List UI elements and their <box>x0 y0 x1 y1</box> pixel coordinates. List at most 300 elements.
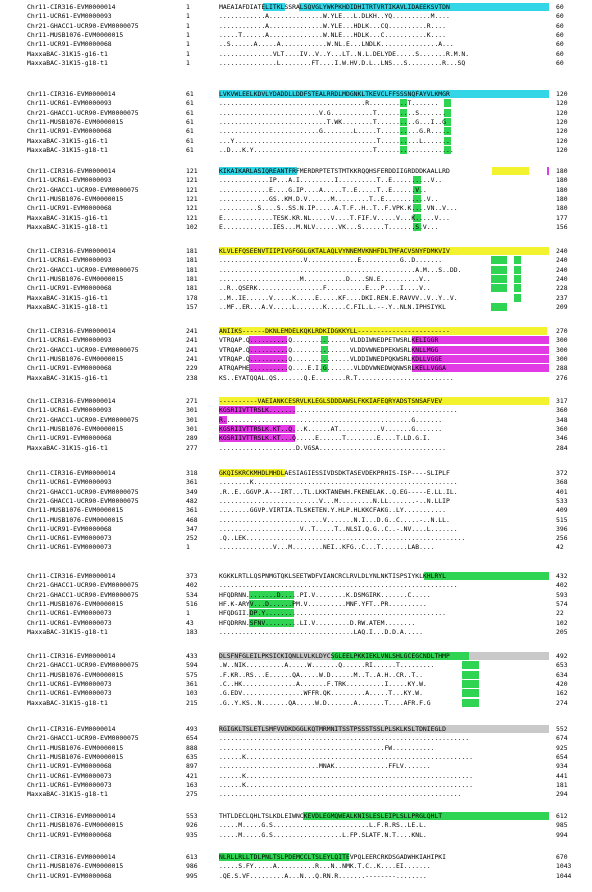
sequence-residues: .....................M...........D....SN.E..........V.. <box>219 275 549 284</box>
start-position: 121 <box>186 204 198 213</box>
end-position: 276 <box>556 373 568 382</box>
sequence-residues: .QE.S.VF.........A...N...Q.RN.R.......--------........ <box>219 871 427 880</box>
alignment-row <box>0 734 592 743</box>
end-position: 1044 <box>556 871 572 880</box>
end-position: 228 <box>556 284 568 293</box>
start-position: 61 <box>186 108 194 117</box>
alignment-row <box>0 478 592 487</box>
alignment-row <box>0 689 592 698</box>
sequence-residues: KGSRIIVTTRSLK.KT...Q.....E......T........E....T.LD.G.I. <box>219 434 431 443</box>
start-position: 318 <box>186 469 198 477</box>
sequence-residues: MAEAIAFDIATELITKLSSRALSQVGLYWKPKHDIDHITRTVRTIKAVLIDAEEKSVTDN <box>219 3 549 12</box>
end-position: 634 <box>556 670 568 679</box>
sequence-name: Chr21-GHACC1-UCR90-EVM0000075 <box>27 108 139 117</box>
alignment-row <box>0 214 592 223</box>
end-position: 994 <box>556 830 568 839</box>
sequence-residues: RGIGKLTSLETLSMFVVDKDGGLKQTMRMNITSSTPSSSTSSLPLSKLKSLTDNIEGLD <box>219 725 549 734</box>
sequence-name: Chr11-MUSB1076-EVM0000015 <box>27 424 124 433</box>
motif-highlight <box>514 275 521 283</box>
sequence-name: Chr21-GHACC1-UCR90-EVM0000075 <box>27 21 139 30</box>
alignment-row <box>0 355 592 364</box>
alignment-row <box>0 661 592 670</box>
sequence-name: Chr11-UCR61-EVM0000073 <box>27 679 112 688</box>
alignment-row <box>0 744 592 753</box>
end-position: 42 <box>556 543 564 552</box>
end-position: 120 <box>556 117 568 126</box>
start-position: 241 <box>186 345 198 354</box>
sequence-name: Chr11-CIR316-EVM0000014 <box>27 812 116 820</box>
alignment-row <box>0 90 592 99</box>
end-position: 348 <box>556 415 568 424</box>
sequence-name: Chr21-GHACC1-UCR90-EVM0000075 <box>27 496 139 505</box>
sequence-residues: E.............IES...M.NLV......VK...S......T.......S.V... <box>219 222 439 231</box>
start-position: 1 <box>186 12 190 21</box>
motif-highlight <box>514 284 521 292</box>
alignment-row <box>0 284 592 293</box>
start-position: 613 <box>186 853 198 861</box>
alignment-row <box>0 699 592 708</box>
end-position: 120 <box>556 90 568 98</box>
sequence-residues: .............E....G.IP....A.....T..E.....T..E......V.. <box>219 185 427 194</box>
alignment-row <box>0 444 592 453</box>
start-position: 61 <box>186 99 194 108</box>
start-position: 995 <box>186 871 198 880</box>
end-position: 60 <box>556 12 564 21</box>
end-position: 300 <box>556 354 568 363</box>
sequence-name: Chr21-GHACC1-UCR90-EVM0000075 <box>27 487 139 496</box>
alignment-row <box>0 327 592 336</box>
start-position: 468 <box>186 515 198 524</box>
end-position: 317 <box>556 397 568 405</box>
sequence-name: Chr11-UCR91-EVM0000068 <box>27 284 112 293</box>
sequence-name: MaxxaBAC-31K15-g18-t1 <box>27 58 108 67</box>
sequence-name: MaxxaBAC-31K15-g16-t1 <box>27 443 108 452</box>
end-position: 346 <box>556 434 568 443</box>
end-position: 368 <box>556 478 568 487</box>
end-position: 533 <box>556 496 568 505</box>
alignment-row <box>0 600 592 609</box>
start-position: 493 <box>186 725 198 733</box>
start-position: 347 <box>186 524 198 533</box>
sequence-name: Chr11-UCR91-EVM0000068 <box>27 524 112 533</box>
sequence-residues: ..........................V...M.........N.LL.......-..N.LLIP <box>219 496 450 505</box>
end-position: 409 <box>556 506 568 515</box>
end-position: 240 <box>556 265 568 274</box>
alignment-row <box>0 609 592 618</box>
sequence-residues: ........GGVP.VIRTIA.TLSKETEN.Y.HLP.HLKKCFAKG..LY........... <box>219 506 447 515</box>
alignment-row <box>0 488 592 497</box>
start-position: 1 <box>186 58 190 67</box>
sequence-residues: ......K........................................................... <box>219 780 473 789</box>
sequence-residues: HF.K-ARYV...D......PM.V..........MNF.YFT..PR.......... <box>219 599 427 608</box>
start-position: 301 <box>186 415 198 424</box>
start-position: 241 <box>186 354 198 363</box>
sequence-residues: VTRQAP.Q..........Q...............VLDDIWNEDPQKWSRLKDLLVGGE <box>219 355 549 364</box>
sequence-residues: ......................................R..........T....... <box>219 99 549 108</box>
alignment-row <box>0 364 592 373</box>
sequence-residues: ..........................MNAK..............FFLV....... <box>219 762 431 771</box>
sequence-name: MaxxaBAC-31K15-g18-t1 <box>27 627 108 636</box>
sequence-residues: ...Y.....................................T..........L....... <box>219 136 450 145</box>
sequence-name: Chr11-MUSB1076-EVM0000015 <box>27 752 124 761</box>
start-position: 181 <box>186 247 198 255</box>
end-position: 180 <box>556 167 568 175</box>
end-position: 670 <box>556 853 568 861</box>
sequence-name: Chr11-MUSB1076-EVM0000015 <box>27 599 124 608</box>
alignment-row <box>0 59 592 68</box>
alignment-row <box>0 256 592 265</box>
sequence-residues: ..R..QSERK.................F..........E...P....I....V.. <box>219 284 549 293</box>
sequence-residues: ............A..............W.YLE...L.DLKH..YQ..........M.... <box>219 12 450 21</box>
motif-highlight <box>514 294 521 302</box>
sequence-residues: E.............TESK.KR.NL.....V....T.FIF.V.....V...K.....V... <box>219 213 450 222</box>
end-position: 674 <box>556 734 568 743</box>
sequence-name: Chr11-MUSB1076-EVM0000015 <box>27 274 124 283</box>
sequence-name: Chr11-MUSB1076-EVM0000015 <box>27 117 124 126</box>
alignment-row <box>0 109 592 118</box>
sequence-name: MaxxaBAC-31K15-g18-t1 <box>27 698 108 707</box>
alignment-row <box>0 506 592 515</box>
sequence-residues: .R..E..GGVP.A---IRT...TL.LKKTANEWH.FKENELAK..Q.EG-----E.LL.IL. <box>219 487 458 496</box>
motif-highlight <box>462 689 479 697</box>
sequence-name: Chr11-UCR61-EVM0000073 <box>27 689 112 698</box>
alignment-row <box>0 543 592 552</box>
end-position: 205 <box>556 627 568 636</box>
alignment-row <box>0 294 592 303</box>
start-position: 1 <box>186 21 190 30</box>
start-position: 482 <box>186 496 198 505</box>
end-position: 294 <box>556 790 568 799</box>
alignment-row <box>0 762 592 771</box>
sequence-name: Chr21-GHACC1-UCR90-EVM0000075 <box>27 734 139 743</box>
sequence-name: Chr11-CIR316-EVM0000014 <box>27 725 116 733</box>
sequence-name: Chr11-MUSB1076-EVM0000015 <box>27 506 124 515</box>
end-position: 209 <box>556 302 568 311</box>
end-position: 256 <box>556 534 568 543</box>
sequence-name: Chr11-CIR316-EVM0000014 <box>27 853 116 861</box>
start-position: 103 <box>186 689 198 698</box>
start-position: 553 <box>186 812 198 820</box>
start-position: 1 <box>186 49 190 58</box>
sequence-name: Chr11-UCR61-EVM0000073 <box>27 618 112 627</box>
end-position: 60 <box>556 21 564 30</box>
sequence-name: MaxxaBAC-31K15-g16-t1 <box>27 136 108 145</box>
alignment-row <box>0 725 592 734</box>
end-position: 60 <box>556 40 564 49</box>
sequence-residues: KIKAIKARLASIQREANTFRFMERDRPTETSTMTKKRQQHSFERDDIIGRDDDKAALLRD <box>219 167 549 176</box>
alignment-row <box>0 397 592 406</box>
alignment-row <box>0 266 592 275</box>
alignment-row <box>0 425 592 434</box>
sequence-name: Chr11-CIR316-EVM0000014 <box>27 327 116 335</box>
sequence-residues: .............................................................. <box>219 581 458 590</box>
sequence-residues: ..............VLT....IV..V..Y...LT..N.L.DELYDE.....S.......R.M.N. <box>219 49 470 58</box>
alignment-row <box>0 275 592 284</box>
sequence-residues: ..........................V.G...........T..........S....... <box>219 109 549 118</box>
start-position: 897 <box>186 762 198 771</box>
alignment-row <box>0 50 592 59</box>
sequence-name: MaxxaBAC-31K15-g16-t1 <box>27 49 108 58</box>
end-position: 177 <box>556 213 568 222</box>
start-position: 1 <box>186 609 190 618</box>
sequence-name: Chr11-CIR316-EVM0000014 <box>27 572 116 580</box>
sequence-residues: KGSRIIVTTRSLK.KT..Q...K......AT...........V.......G....... <box>219 424 443 433</box>
sequence-residues: THTLDECLQHLTSLKDLEIWNCKEVDLEGMQWEALKNISLESLEIPLSLLPRGLQHLT <box>219 812 549 821</box>
start-position: 1 <box>186 40 190 49</box>
sequence-residues: ......................V.............E..........G..D....... <box>219 256 549 265</box>
motif-highlight <box>462 661 479 669</box>
alignment-row <box>0 416 592 425</box>
sequence-name: Chr11-CIR316-EVM0000014 <box>27 397 116 405</box>
alignment-row <box>0 872 592 881</box>
end-position: 360 <box>556 406 568 415</box>
alignment-row <box>0 303 592 312</box>
sequence-residues: ............A..............W.YLE...HDLK...CQ..........R.... <box>219 21 447 30</box>
start-position: 575 <box>186 670 198 679</box>
alignment-row <box>0 247 592 256</box>
start-position: 215 <box>186 698 198 707</box>
sequence-name: MaxxaBAC-31K15-g16-t1 <box>27 213 108 222</box>
alignment-row <box>0 591 592 600</box>
end-position: 180 <box>556 204 568 213</box>
end-position: 574 <box>556 599 568 608</box>
start-position: 421 <box>186 771 198 780</box>
sequence-name: Chr11-UCR91-EVM0000068 <box>27 871 112 880</box>
alignment-row <box>0 572 592 581</box>
sequence-name: Chr21-GHACC1-UCR90-EVM0000075 <box>27 345 139 354</box>
start-position: 402 <box>186 581 198 590</box>
end-position: 925 <box>556 743 568 752</box>
end-position: 180 <box>556 185 568 194</box>
end-position: 120 <box>556 99 568 108</box>
sequence-name: MaxxaBAC-31K15-g18-t1 <box>27 145 108 154</box>
sequence-name: Chr11-MUSB1076-EVM0000015 <box>27 862 124 871</box>
sequence-residues: .G..Y.KS..N.......QA.....W.D.......A.......T....AFR.F.G <box>219 699 549 708</box>
sequence-name: Chr21-GHACC1-UCR90-EVM0000075 <box>27 185 139 194</box>
sequence-residues: ..............V...M........NEI..KFG..C...T.......LAB.... <box>219 543 435 552</box>
alignment-row <box>0 525 592 534</box>
sequence-residues: .............GS..KM.D.V......M.........T..E...........V.. <box>219 194 439 203</box>
start-position: 373 <box>186 572 198 580</box>
sequence-name: Chr21-GHACC1-UCR90-EVM0000075 <box>27 581 139 590</box>
start-position: 238 <box>186 373 198 382</box>
sequence-name: Chr11-UCR61-EVM0000093 <box>27 99 112 108</box>
sequence-name: Chr11-CIR316-EVM0000014 <box>27 3 116 11</box>
end-position: 240 <box>556 256 568 265</box>
alignment-row <box>0 346 592 355</box>
sequence-residues: .............IP...A.I.........I..........T..E..........V.. <box>219 176 443 185</box>
start-position: 361 <box>186 478 198 487</box>
sequence-residues: .....M.....G.S.........................L.F.R.RS..LE.L. <box>219 821 427 830</box>
alignment-row <box>0 167 592 176</box>
end-position: 120 <box>556 136 568 145</box>
end-position: 288 <box>556 364 568 373</box>
end-position: 420 <box>556 679 568 688</box>
start-position: 181 <box>186 256 198 265</box>
start-position: 229 <box>186 364 198 373</box>
start-position: 181 <box>186 284 198 293</box>
end-position: 274 <box>556 698 568 707</box>
sequence-residues: ........K..................................................... <box>219 478 458 487</box>
motif-highlight <box>462 680 479 688</box>
sequence-name: Chr11-UCR61-EVM0000073 <box>27 780 112 789</box>
end-position: 120 <box>556 145 568 154</box>
motif-highlight <box>514 256 521 264</box>
end-position: 492 <box>556 652 568 660</box>
alignment-row <box>0 680 592 689</box>
start-position: 1 <box>186 3 190 11</box>
sequence-name: Chr11-UCR61-EVM0000093 <box>27 478 112 487</box>
start-position: 301 <box>186 424 198 433</box>
start-position: 271 <box>186 397 198 405</box>
end-position: 120 <box>556 108 568 117</box>
alignment-row <box>0 118 592 127</box>
end-position: 300 <box>556 345 568 354</box>
end-position: 653 <box>556 661 568 670</box>
start-position: 121 <box>186 213 198 222</box>
alignment-row <box>0 146 592 155</box>
end-position: 402 <box>556 581 568 590</box>
sequence-residues: ...............L........FT....I.W.HV.D.L..LNS...S.........R...SQ <box>219 58 466 67</box>
alignment-row <box>0 31 592 40</box>
end-position: 22 <box>556 609 564 618</box>
sequence-name: MaxxaBAC-31K15-g18-t1 <box>27 790 108 799</box>
end-position: 60 <box>556 30 564 39</box>
sequence-name: MaxxaBAC-31K15-g16-t1 <box>27 293 108 302</box>
sequence-residues: ..MF..ER...A.V.....L.......K.....C.FIL.L.--.Y..NLN.IPHSIYKL <box>219 303 549 312</box>
sequence-name: Chr11-UCR61-EVM0000073 <box>27 771 112 780</box>
alignment-row <box>0 40 592 49</box>
sequence-residues: ..M..IE......V.....K.....E.....KF....DKI.REN.E.RAVVV..V..Y..V. <box>219 294 549 303</box>
sequence-residues: ...........................V.......N.I...D.G..C.....-..N.LL. <box>219 515 450 524</box>
motif-highlight <box>547 167 549 175</box>
alignment-row <box>0 127 592 136</box>
sequence-name: Chr11-UCR91-EVM0000068 <box>27 762 112 771</box>
start-position: 183 <box>186 627 198 636</box>
sequence-name: Chr11-UCR91-EVM0000068 <box>27 204 112 213</box>
sequence-residues: HFQDGII.DP.Y............................................... <box>219 609 447 618</box>
sequence-name: Chr11-UCR61-EVM0000093 <box>27 176 112 185</box>
alignment-row <box>0 195 592 204</box>
sequence-name: MaxxaBAC-31K15-g18-t1 <box>27 222 108 231</box>
sequence-residues: KLVLEFQSEENVTIIPIVGFGGLGKTALAQLVYNNEMVKNHFDLTMFACVSNYFDMKVIV <box>219 247 549 256</box>
sequence-name: Chr21-GHACC1-UCR90-EVM0000075 <box>27 265 139 274</box>
alignment-row <box>0 812 592 821</box>
alignment-row <box>0 374 592 383</box>
end-position: 985 <box>556 821 568 830</box>
alignment-row <box>0 3 592 12</box>
sequence-name: Chr11-MUSB1076-EVM0000015 <box>27 821 124 830</box>
alignment-row <box>0 831 592 840</box>
alignment-row <box>0 336 592 345</box>
start-position: 163 <box>186 780 198 789</box>
sequence-residues: .....S.FY.....A..........R...N..NMK.T.C..K....EI....... <box>219 862 431 871</box>
motif-highlight <box>491 284 507 292</box>
sequence-name: Chr11-CIR316-EVM0000014 <box>27 90 116 98</box>
start-position: 654 <box>186 734 198 743</box>
sequence-residues: ANIIKS------DKNLEMDELKQKLRDKIDGKKYLL------------------------ <box>219 327 549 336</box>
end-position: 372 <box>556 469 568 477</box>
sequence-name: Chr11-MUSB1076-EVM0000015 <box>27 354 124 363</box>
sequence-name: Chr11-CIR316-EVM0000014 <box>27 469 116 477</box>
start-position: 241 <box>186 327 198 335</box>
start-position: 121 <box>186 194 198 203</box>
start-position: 181 <box>186 265 198 274</box>
end-position: 162 <box>556 689 568 698</box>
sequence-residues: ...........................................FW........... <box>219 743 435 752</box>
sequence-residues: KGKKLRTLLQSPNMGTQKLSEETWDFVIANCRCLRVLDLYNLNKTISPSIYKLKHLRYL <box>219 572 549 581</box>
start-position: 301 <box>186 406 198 415</box>
alignment-row <box>0 619 592 628</box>
start-position: 61 <box>186 90 194 98</box>
sequence-name: Chr21-GHACC1-UCR90-EVM0000075 <box>27 661 139 670</box>
sequence-residues: ATRQAPHE..........Q....E.I.G.......VLDDVWNEDWQNWSRLKELLVGGA <box>219 364 549 373</box>
sequence-name: Chr21-GHACC1-UCR90-EVM0000075 <box>27 415 139 424</box>
alignment-row <box>0 821 592 830</box>
alignment-row <box>0 862 592 871</box>
sequence-residues: .Q..LEK......................................................... <box>219 534 466 543</box>
end-position: 360 <box>556 424 568 433</box>
end-position: 60 <box>556 49 564 58</box>
alignment-row <box>0 772 592 781</box>
start-position: 1 <box>186 30 190 39</box>
start-position: 43 <box>186 618 194 627</box>
alignment-row <box>0 406 592 415</box>
start-position: 252 <box>186 534 198 543</box>
alignment-row <box>0 12 592 21</box>
sequence-name: Chr11-UCR61-EVM0000093 <box>27 256 112 265</box>
end-position: 441 <box>556 771 568 780</box>
alignment-row <box>0 176 592 185</box>
sequence-residues: .F.KR..RS...E......QA.....W.D......M..T..A.H..CR..T.. <box>219 671 549 680</box>
end-position: 1043 <box>556 862 572 871</box>
end-position: 240 <box>556 247 568 255</box>
end-position: 593 <box>556 590 568 599</box>
alignment-row <box>0 223 592 232</box>
alignment-row <box>0 753 592 762</box>
start-position: 61 <box>186 136 194 145</box>
sequence-name: MaxxaBAC-31K15-g18-t1 <box>27 302 108 311</box>
sequence-name: Chr21-GHACC1-UCR90-EVM0000075 <box>27 590 139 599</box>
start-position: 1 <box>186 543 190 552</box>
motif-highlight <box>491 303 507 311</box>
sequence-name: Chr11-UCR91-EVM0000068 <box>27 364 112 373</box>
end-position: 237 <box>556 293 568 302</box>
alignment-row <box>0 853 592 862</box>
sequence-residues: ..........................G........L.....T..........G.R..... <box>219 127 450 136</box>
sequence-residues: .....................V..T.....T..NLSI.Q.G..C..-.NV....L....... <box>219 524 458 533</box>
start-position: 635 <box>186 752 198 761</box>
sequence-name: Chr11-MUSB1076-EVM0000015 <box>27 515 124 524</box>
sequence-residues: R.................................................G....... <box>219 415 443 424</box>
start-position: 986 <box>186 862 198 871</box>
end-position: 934 <box>556 762 568 771</box>
sequence-name: Chr11-UCR91-EVM0000068 <box>27 40 112 49</box>
end-position: 270 <box>556 327 568 335</box>
end-position: 396 <box>556 524 568 533</box>
start-position: 534 <box>186 590 198 599</box>
sequence-residues: HFQDRRN.SFNV.........LI.V.........D.RW.ATEM........ <box>219 618 416 627</box>
alignment-row <box>0 781 592 790</box>
end-position: 156 <box>556 222 568 231</box>
alignment-row <box>0 22 592 31</box>
alignment-row <box>0 790 592 799</box>
end-position: 612 <box>556 812 568 820</box>
start-position: 289 <box>186 434 198 443</box>
start-position: 275 <box>186 790 198 799</box>
motif-highlight <box>444 99 451 107</box>
sequence-residues: .C..HK..............A.......F.TRK..........I.....KY.W. <box>219 680 549 689</box>
